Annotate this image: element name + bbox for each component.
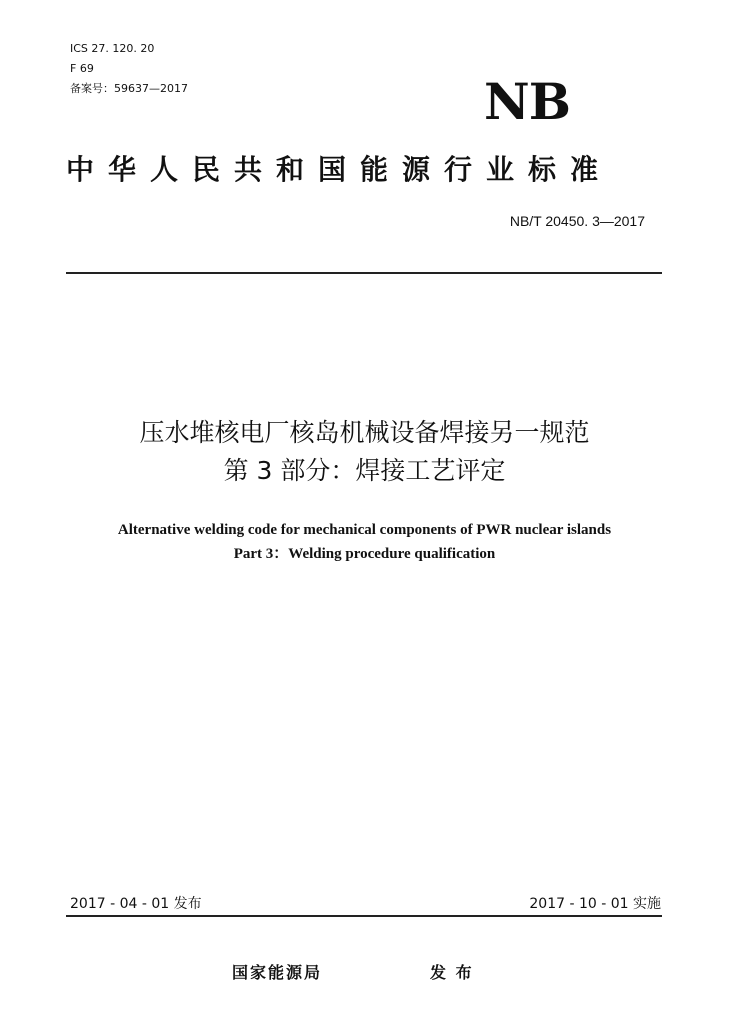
ics-code: ICS 27. 120. 20 [70, 42, 155, 55]
implement-date: 2017 - 10 - 01 实施 [529, 896, 661, 912]
bottom-divider [66, 915, 662, 917]
issue-action: 发 布 [430, 963, 474, 982]
nb-logo: NB [484, 72, 570, 131]
org-title: 中华人民共和国能源行业标准 [66, 153, 613, 186]
category-code: F 69 [70, 62, 94, 75]
top-divider [66, 272, 662, 274]
title-cn-line2: 第 3 部分：焊接工艺评定 [223, 456, 506, 485]
issue-date: 2017 - 04 - 01 发布 [70, 896, 202, 912]
issuer-name: 国家能源局 [232, 963, 323, 982]
title-en-line2: Part 3：Welding procedure qualification [233, 546, 496, 562]
filing-number: 备案号：59637—2017 [70, 82, 188, 95]
title-cn-line1: 压水堆核电厂核岛机械设备焊接另一规范 [139, 418, 590, 447]
title-en-line1: Alternative welding code for mechanical components of PWR nuclear islands [117, 522, 612, 538]
standard-number: NB/T 20450. 3—2017 [509, 213, 645, 229]
